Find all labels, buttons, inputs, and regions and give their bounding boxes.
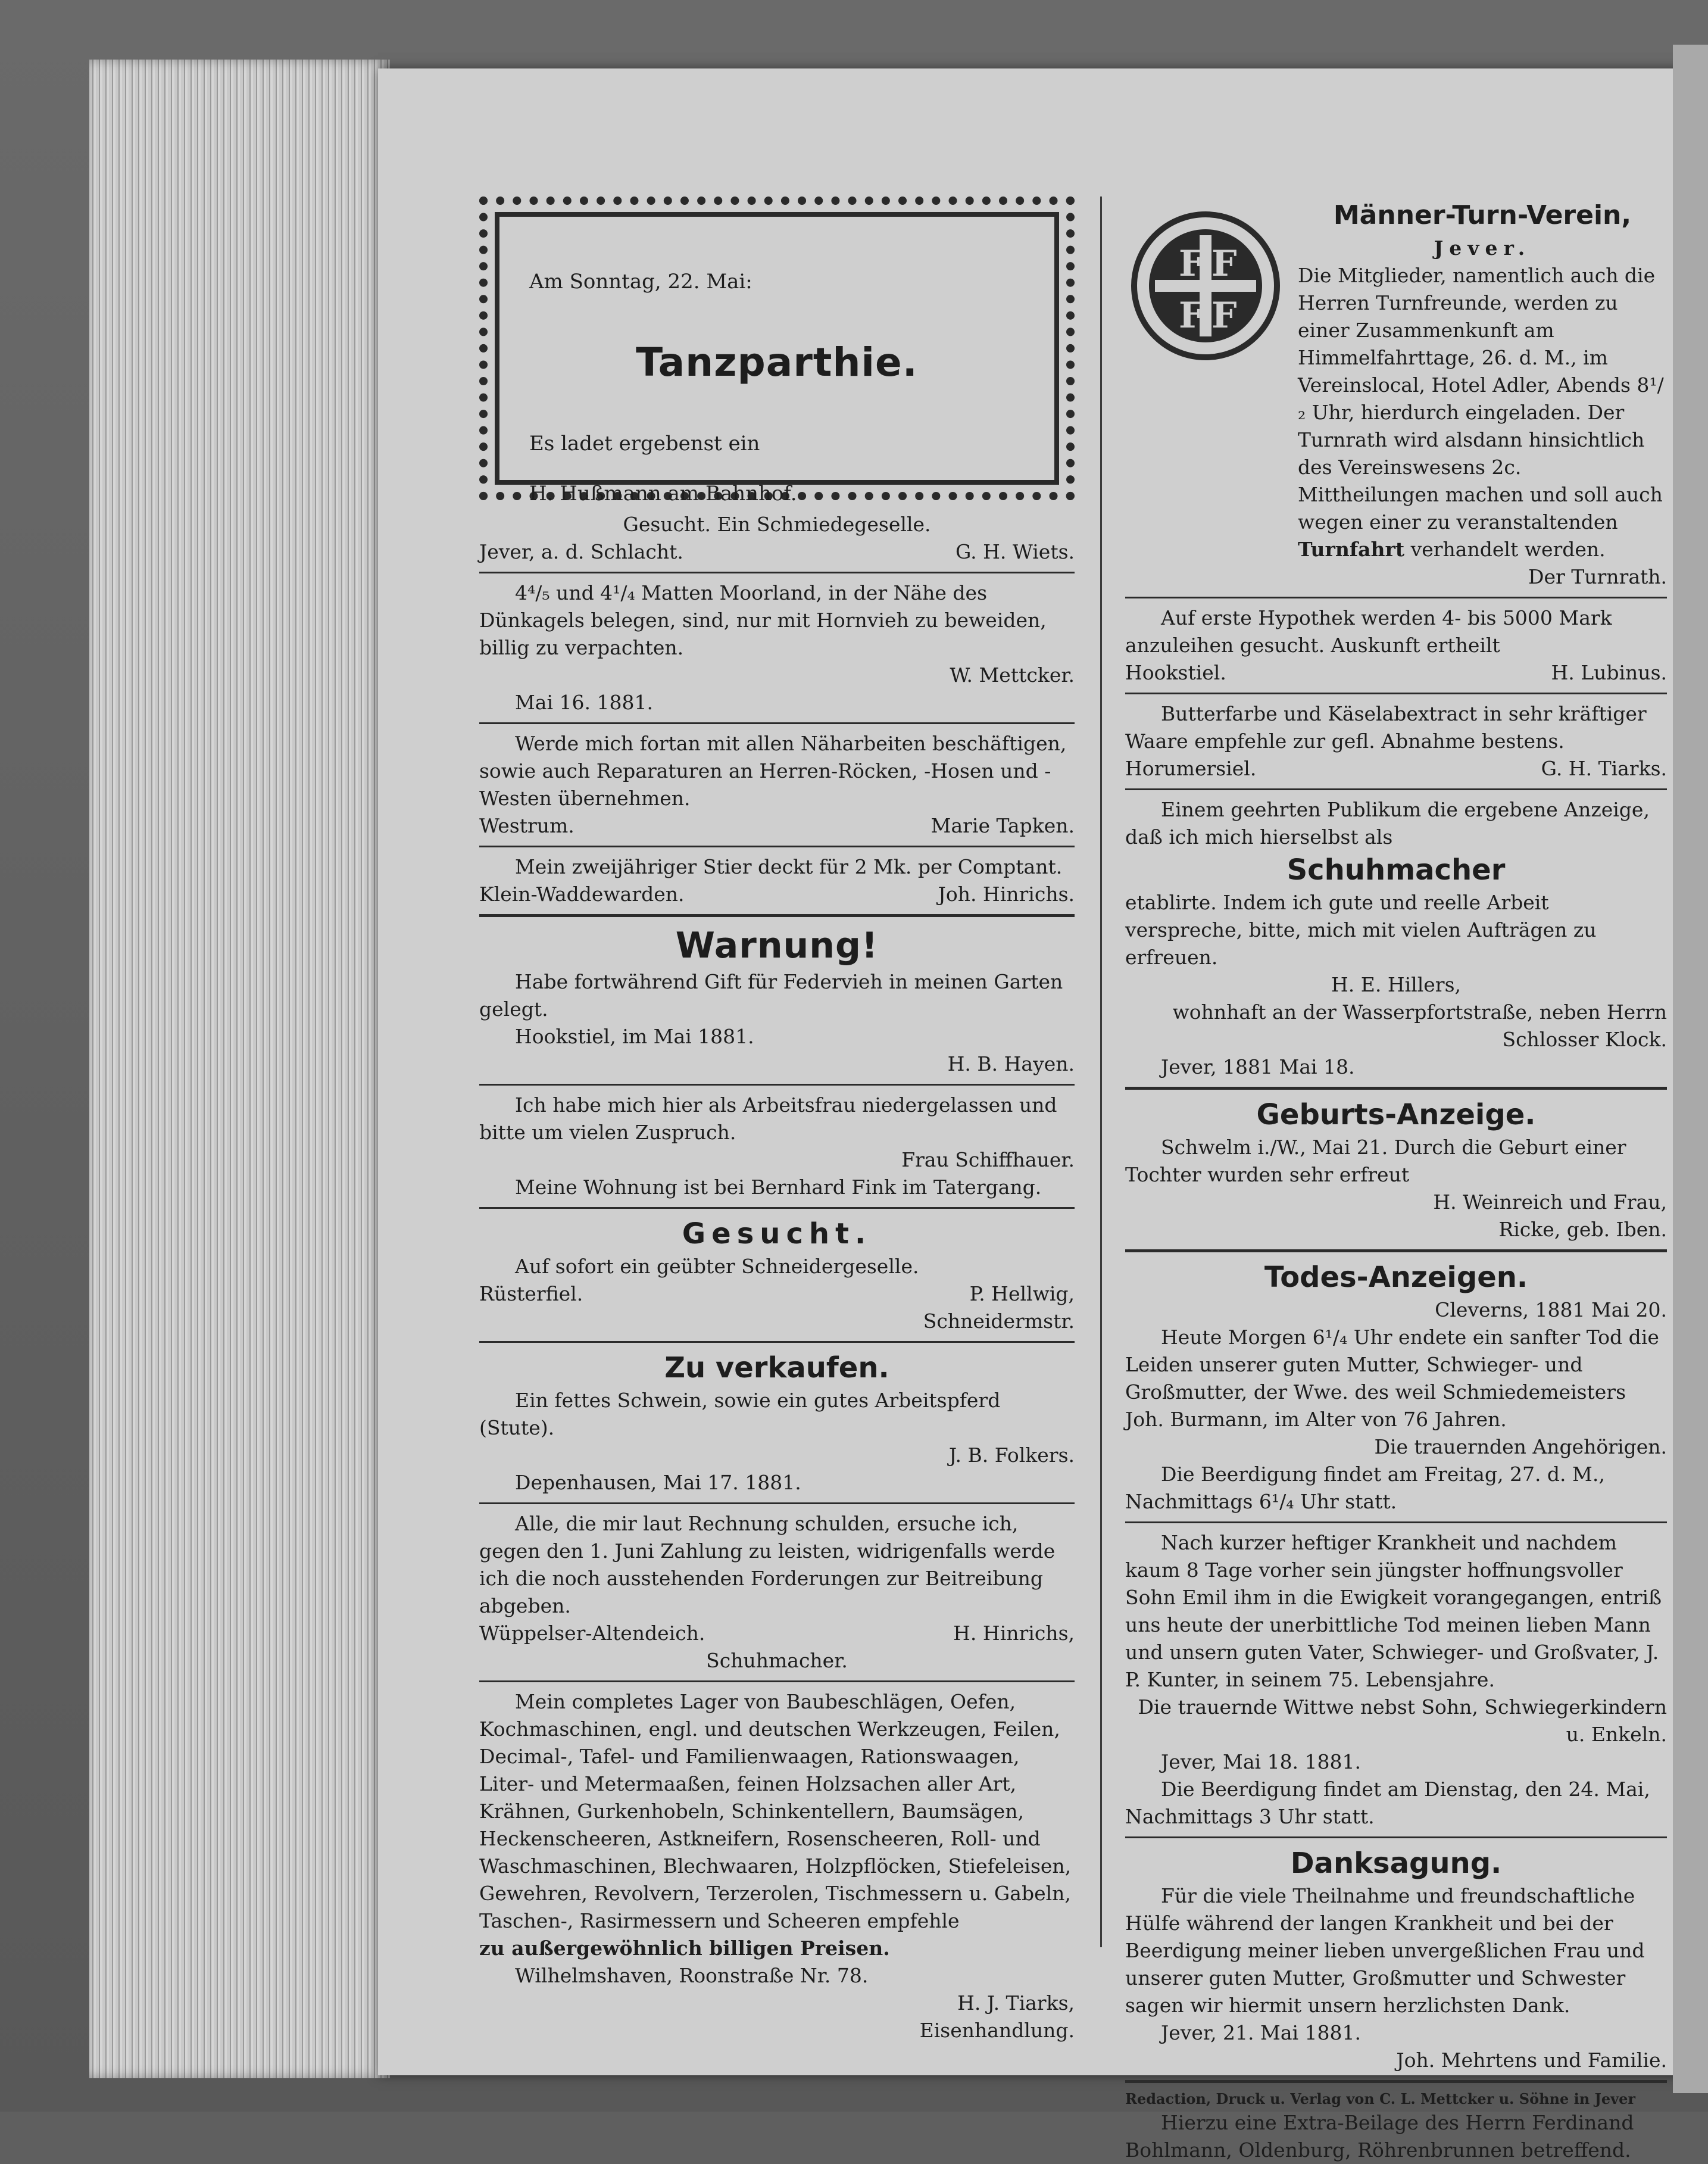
stier-name: Joh. Hinrichs. [938,883,1075,906]
danksagung [1125,1844,1667,2074]
schuh-name: H. E. Hillers, [1331,973,1461,996]
naeh-text: Werde mich fortan mit allen Näharbeiten beschäftigen, sowie auch Reparaturen an Herren-Röcken, -Hosen und -Westen übernehmen. [479,732,1067,810]
hypothek-name: H. Lubinus. [1551,661,1667,684]
svg-text:F: F [1211,295,1237,336]
svg-text:F: F [1179,243,1204,285]
separator [479,846,1075,847]
butter-name: G. H. Tiarks. [1541,757,1667,780]
turn-sub: Jever. [1434,236,1531,260]
footer-imprint: Redaction, Druck u. Verlag von C. L. Mettcker u. Söhne in Jever [1125,2090,1636,2107]
naeharbeiten-ad [479,730,1075,840]
schuh-date: Jever, 1881 Mai 18. [1161,1055,1355,1078]
separator [1125,788,1667,790]
tanzparthie-ad [479,197,1075,506]
arbeitsfrau-text2: Meine Wohnung ist bei Bernhard Fink im Tatergang. [515,1175,1042,1199]
stier-place: Klein-Waddewarden. [479,883,685,906]
gesucht1-place: Jever, a. d. Schlacht. [479,540,683,563]
kunter-sign: Die trauernde Wittwe nebst Sohn, Schwiegerkindern u. Enkeln. [1138,1695,1667,1746]
separator [1125,1249,1667,1252]
gesucht-schneider-ad [479,1215,1075,1335]
verkaufen-name: J. B. Folkers. [948,1443,1075,1467]
butterfarbe-ad [1125,700,1667,782]
gesucht2-name: P. Hellwig, [969,1282,1075,1305]
moorland-name: W. Mettcker. [950,663,1075,687]
moorland-ad [479,579,1075,716]
next-page-strip [1673,45,1708,2093]
verkaufen-text: Ein fettes Schwein, sowie ein gutes Arbeitspferd (Stute). [479,1389,1001,1439]
lager-title2: Eisenhandlung. [919,2019,1075,2042]
schuh-addr: wohnhaft an der Wasserpfortstraße, neben Herrn Schlosser Klock. [1172,1000,1667,1051]
todes-title: Todes-Anzeigen. [1264,1261,1528,1294]
lager-place: Wilhelmshaven, Roonstraße Nr. 78. [515,1964,869,1987]
todes-sign: Die trauernden Angehörigen. [1374,1435,1667,1458]
schuhmacher-ad [1125,796,1667,1081]
lager-name: H. J. Tiarks, [957,1991,1075,2015]
gesucht2-text: Auf sofort ein geübter Schneidergeselle. [515,1255,919,1278]
turnverein-ad [1125,197,1667,591]
arbeitsfrau-ad [479,1092,1075,1201]
svg-text:F: F [1179,295,1204,336]
kunter-anzeige [1125,1529,1667,1831]
warnung-place: Hookstiel, im Mai 1881. [515,1025,754,1048]
lager-text: Mein completes Lager von Baubeschlägen, Oefen, Kochmaschinen, engl. und deutschen Werkzeugen, Feilen, Decimal-, Tafel- und Familienwaagen, Rationswaagen, Liter- und Metermaaßen, feinen Holzsachen aller Art, Krähnen, Gurkenhobeln, Schinkentellern, Baumsägen, Heckenscheeren, Astkneifern, Rosenscheeren, Roll- und Waschmaschinen, Blechwaaren, Holzpflöcken, Stiefeleisen, Gewehren, Revolvern, Terzerolen, Tischmessern u. Gabeln, Taschen-, Rasirmessern und Scheeren empfehle [479,1690,1072,1932]
left-column [479,197,1075,2044]
butter-text: Butterfarbe und Käselabextract in sehr kräftiger Waare empfehle zur gefl. Abnahme bestens. [1125,702,1647,753]
verkaufen-title: Zu verkaufen. [664,1351,889,1385]
turn-title: Männer-Turn-Verein, [1333,200,1632,230]
separator [1125,1087,1667,1090]
tanz-line1: Am Sonntag, 22. Mai: [529,270,752,294]
stier-ad [479,853,1075,908]
separator [479,1207,1075,1209]
dank-date: Jever, 21. Mai 1881. [1161,2021,1362,2044]
turn-text: Die Mitglieder, namentlich auch die Herren Turnfreunde, werden zu einer Zusammenkunft am Himmelfahrttage, 26. d. M., im Vereinslocal, Hotel Adler, Abends 8¹/₂ Uhr, hierdurch eingeladen. Der Turnrath wird alsdann hinsichtlich des Vereinswesens 2c. Mittheilungen machen und soll auch wegen einer zu veranstaltenden Turnfahrt verhandelt werden. [1298,264,1664,561]
gesucht-schmied-ad [479,511,1075,566]
separator [479,1502,1075,1504]
stier-text: Mein zweijähriger Stier deckt für 2 Mk. per Comptant. [515,855,1063,878]
butter-place: Horumersiel. [1125,757,1257,780]
schuh-text: Einem geehrten Publikum die ergebene Anzeige, daß ich mich hierselbst als [1125,798,1650,849]
separator [1125,1836,1667,1838]
tanz-title: Tanzparthie. [636,339,918,385]
gesucht1-text: Gesucht. Ein Schmiedegeselle. [623,513,931,536]
warnung-text: Habe fortwährend Gift für Federvieh in meinen Garten gelegt. [479,970,1063,1021]
moorland-text: 4⁴/₅ und 4¹/₄ Matten Moorland, in der Nähe des Dünkagels belegen, sind, nur mit Hornvieh zu beweiden, billig zu verpachten. [479,581,1047,659]
schulden-name: H. Hinrichs, [953,1622,1075,1645]
schuh-title: Schuhmacher [1287,853,1506,887]
geburt-name2: Ricke, geb. Iben. [1498,1218,1667,1241]
schulden-place: Wüppelser-Altendeich. [479,1622,705,1645]
column-divider [1100,197,1102,1947]
separator [1125,1521,1667,1523]
warnung-name: H. B. Hayen. [947,1052,1075,1075]
geburt-title: Geburts-Anzeige. [1256,1098,1536,1131]
dank-title: Danksagung. [1290,1847,1502,1880]
geburt-text: Schwelm i./W., Mai 21. Durch die Geburt einer Tochter wurden sehr erfreut [1125,1136,1626,1186]
hypothek-text: Auf erste Hypothek werden 4- bis 5000 Mark anzuleihen gesucht. Auskunft ertheilt [1125,606,1612,657]
arbeitsfrau-text: Ich habe mich hier als Arbeitsfrau niedergelassen und bitte um vielen Zuspruch. [479,1093,1057,1144]
kunter-text2: Die Beerdigung findet am Dienstag, den 24. Mai, Nachmittags 3 Uhr statt. [1125,1778,1650,1828]
todes-text2: Die Beerdigung findet am Freitag, 27. d. M., Nachmittags 6¹/₄ Uhr statt. [1125,1463,1605,1513]
lager-bold: zu außergewöhnlich billigen Preisen. [479,1937,890,1960]
gesucht1-name: G. H. Wiets. [955,540,1075,563]
right-column [1125,197,1667,2164]
dank-name: Joh. Mehrtens und Familie. [1396,2048,1667,2072]
schuh-text2: etablirte. Indem ich gute und reelle Arbeit verspreche, bitte, mich mit vielen Aufträgen zu erfreuen. [1125,891,1597,969]
svg-text:F: F [1211,243,1237,285]
gesucht2-title: Gesucht. [682,1217,872,1251]
warnung-title: Warnung! [675,925,879,966]
separator [479,1084,1075,1086]
kunter-text: Nach kurzer heftiger Krankheit und nachdem kaum 8 Tage vorher sein jüngster hoffnungsvoller Sohn Emil ihm in die Ewigkeit vorangegangen, entriß uns heute der unerbittliche Tod meinen lieben Mann und unsern guten Vater, Schwieger- und Großvater, J. P. Kunter, in seinem 75. Lebensjahre. [1125,1531,1662,1691]
hypothek-place: Hookstiel. [1125,661,1226,684]
dank-text: Für die viele Theilnahme und freundschaftliche Hülfe während der langen Krankheit und bei der Beerdigung meiner lieben unvergeßlichen Frau und unserer guten Mutter, Großmutter und Schwester sagen wir hiermit unsern herzlichsten Dank. [1125,1884,1645,2017]
separator [479,914,1075,917]
kunter-date: Jever, Mai 18. 1881. [1161,1750,1362,1773]
turnverein-emblem-icon [1125,205,1286,366]
separator [479,572,1075,573]
separator [479,1680,1075,1682]
eisenhandlung-ad [479,1688,1075,2044]
separator [1125,2080,1667,2083]
schulden-ad [479,1510,1075,1675]
gesucht2-place: Rüsterfiel. [479,1282,583,1305]
todes-date: Cleverns, 1881 Mai 20. [1435,1298,1667,1321]
separator [479,1341,1075,1343]
geburts-anzeige [1125,1096,1667,1243]
arbeitsfrau-name: Frau Schiffhauer. [901,1148,1075,1171]
todes-text: Heute Morgen 6¹/₄ Uhr endete ein sanfter Tod die Leiden unserer guten Mutter, Schwieger- und Großmutter, der Wwe. des weil Schmiedemeisters Joh. Burmann, im Alter von 76 Jahren. [1125,1326,1659,1431]
separator [479,722,1075,724]
footer [1125,2089,1667,2164]
schulden-text: Alle, die mir laut Rechnung schulden, ersuche ich, gegen den 1. Juni Zahlung zu leisten, widrigenfalls werde ich die noch ausstehenden Forderungen zur Beitreibung abgeben. [479,1512,1056,1617]
naeh-place: Westrum. [479,814,574,837]
geburt-name1: H. Weinreich und Frau, [1433,1190,1667,1214]
verkaufen-ad [479,1349,1075,1496]
turn-sign: Der Turnrath. [1528,565,1667,588]
gesucht2-title2: Schneidermstr. [923,1309,1075,1333]
book-page-edges [89,60,390,2078]
tanz-line3: Es ladet ergebenst ein [529,432,760,456]
moorland-date: Mai 16. 1881. [515,691,653,714]
hypothek-ad [1125,604,1667,687]
schulden-title2: Schuhmacher. [706,1649,848,1672]
tanz-line4: H. Hußmann am Bahnhof. [529,482,797,506]
verkaufen-place: Depenhausen, Mai 17. 1881. [515,1471,801,1494]
separator [1125,693,1667,694]
todes-anzeigen [1125,1258,1667,1516]
footer-beilage: Hierzu eine Extra-Beilage des Herrn Ferdinand Bohlmann, Oldenburg, Röhrenbrunnen betreffend. [1125,2111,1634,2162]
naeh-name: Marie Tapken. [930,814,1075,837]
warnung-ad [479,923,1075,1078]
separator [1125,597,1667,598]
